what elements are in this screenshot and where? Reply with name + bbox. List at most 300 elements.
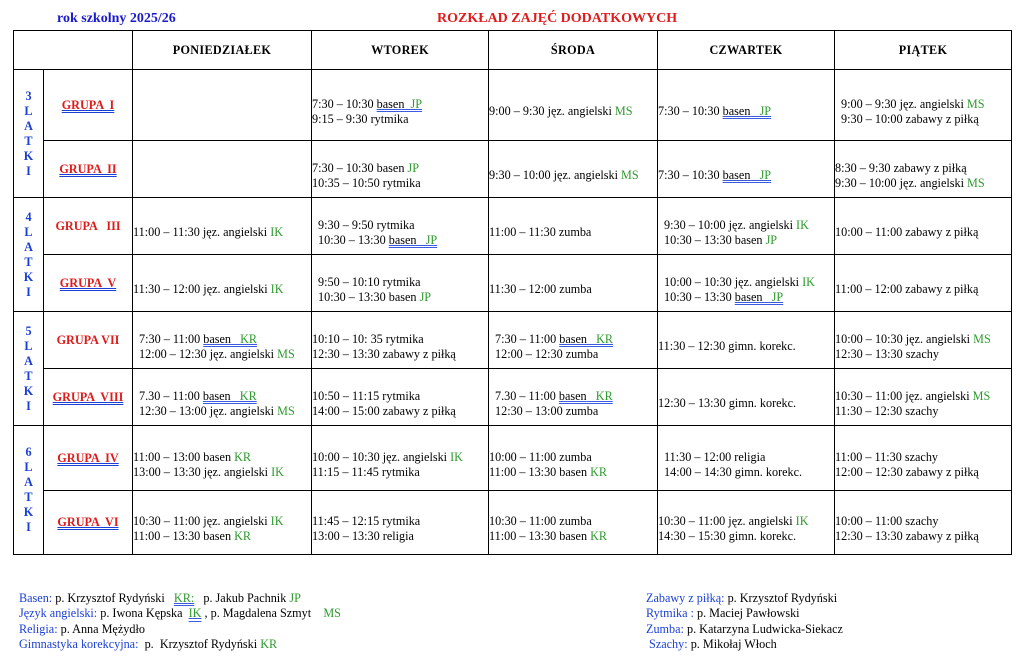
activity-text: 11:15 – 11:45 rytmika: [312, 464, 420, 479]
activity-pool: basen: [722, 168, 751, 182]
group-name: GRUPA VII: [56, 332, 120, 347]
activity-line: [495, 404, 657, 419]
activity-text: 9:30 – 10:00 jęz. angielski: [489, 168, 622, 182]
activity-text: 10:10 – 10: 35 rytmika: [312, 331, 424, 346]
schedule-cell-monday: [133, 312, 312, 369]
activity-text: 7:30 – 10:30: [658, 168, 723, 182]
activity-text: 9:30 – 10:00 zabawy z piłką: [841, 111, 979, 126]
activity-line: [664, 450, 834, 465]
schedule-cell-thursday: [658, 255, 835, 312]
activity-text: 8:30 – 9:30 zabawy z piłką: [835, 160, 967, 175]
activity-line: [835, 404, 1011, 419]
legend-label: Gimnastyka korekcyjna:: [19, 636, 139, 651]
schedule-cell-friday: [835, 426, 1012, 491]
age-number: 4: [25, 209, 32, 224]
age-letter: L: [24, 103, 33, 118]
activity-line: [312, 465, 488, 480]
activity-text: 10:30 – 13:30 basen: [318, 289, 420, 304]
schedule-cell-wednesday: [489, 312, 658, 369]
schedule-table: [13, 30, 1012, 555]
schedule-cell-monday: [133, 369, 312, 426]
activity-line: [495, 332, 657, 347]
age-letter: T: [24, 133, 33, 148]
activity-line: [312, 404, 488, 419]
schedule-cell-friday: [835, 312, 1012, 369]
schedule-cell-friday: [835, 255, 1012, 312]
activity-line: [664, 275, 834, 290]
activity-text: 11:00 – 11:30 szachy: [835, 449, 939, 464]
schedule-cell-tuesday: [312, 70, 489, 141]
group-name-cell: [44, 198, 133, 255]
activity-text: 7:30 – 11:00: [495, 331, 560, 346]
schedule-cell-tuesday: [312, 426, 489, 491]
teacher-code: JP: [762, 289, 784, 304]
corner-cell: [14, 31, 133, 70]
schedule-cell-tuesday: [312, 312, 489, 369]
legend-label: Zabawy z piłką:: [646, 591, 725, 605]
schedule-cell-monday: [133, 426, 312, 491]
age-label: [14, 70, 44, 198]
group-row: [14, 70, 1012, 141]
age-label: [14, 426, 44, 555]
activity-text: 9:15 – 9:30 rytmika: [312, 111, 409, 126]
legend-left: [19, 591, 341, 652]
teacher-code: JP: [407, 160, 419, 175]
teacher-code: JP: [750, 168, 772, 182]
activity-text: 7.30 – 11:00: [495, 388, 559, 403]
group-row: [14, 369, 1012, 426]
activity-pool: basen: [203, 331, 231, 346]
teacher-code: IK: [270, 225, 284, 239]
teacher-code: JP: [404, 96, 423, 111]
legend-label: Język angielski:: [19, 606, 98, 621]
legend-item: [646, 637, 843, 652]
activity-text: 10:50 – 11:15 rytmika: [312, 388, 421, 403]
teacher-code: MS: [614, 104, 633, 118]
group-row: [14, 255, 1012, 312]
activity-line: [664, 465, 834, 480]
activity-line: [658, 104, 834, 119]
teacher-code: IK: [270, 282, 284, 296]
teacher-code: JP: [416, 232, 438, 247]
legend-label: Religia:: [19, 621, 58, 636]
age-letter: I: [26, 284, 31, 299]
schedule-cell-tuesday: [312, 255, 489, 312]
activity-line: [495, 389, 657, 404]
schedule-cell-monday: [133, 70, 312, 141]
legend-text: p. Katarzyna Ludwicka-Siekacz: [683, 621, 843, 636]
group-row: [14, 141, 1012, 198]
activity-line: [489, 225, 657, 240]
activity-text: 10:30 – 13:30: [664, 289, 735, 304]
schedule-cell-thursday: [658, 198, 835, 255]
activity-line: [489, 450, 657, 465]
age-letter: T: [24, 490, 33, 504]
age-letter: K: [23, 383, 34, 398]
activity-text: 14:00 – 15:00 zabawy z piłką: [312, 403, 456, 418]
activity-line: [835, 282, 1011, 297]
age-number: 3: [25, 88, 32, 103]
age-letter: K: [23, 148, 34, 163]
activity-line: [139, 347, 311, 362]
legend-text: p. Krzysztof Rydyński: [138, 636, 261, 651]
activity-text: 12:00 – 12:30 zabawy z piłką: [835, 464, 979, 479]
group-row: [14, 312, 1012, 369]
group-name: GRUPA I: [61, 97, 115, 112]
activity-text: 13:00 – 13:30 religia: [312, 529, 414, 543]
age-letter: A: [24, 353, 33, 368]
age-label: [14, 312, 44, 426]
activity-line: [312, 176, 488, 191]
age-letter: T: [24, 368, 33, 383]
teacher-code: MS: [277, 403, 295, 418]
activity-line: [835, 389, 1011, 404]
age-letter: I: [26, 398, 31, 413]
activity-line: [318, 218, 488, 233]
activity-line: [133, 514, 311, 529]
activity-line: [312, 112, 488, 127]
legend-code: KR:: [173, 591, 195, 605]
age-letter: A: [24, 475, 33, 489]
activity-line: [658, 339, 834, 354]
activity-text: 11:30 – 12:00 jęz. angielski: [133, 282, 271, 296]
activity-text: 10:30 – 11:00 jęz. angielski: [133, 514, 271, 528]
age-letter: K: [23, 505, 34, 519]
activity-line: [312, 332, 488, 347]
group-name-cell: [44, 369, 133, 426]
activity-line: [664, 290, 834, 305]
legend-label: Basen:: [19, 591, 53, 605]
activity-line: [664, 218, 834, 233]
age-letter: K: [23, 269, 34, 284]
teacher-code: KR: [230, 331, 258, 346]
teacher-code: MS: [972, 388, 991, 403]
age-label: [14, 198, 44, 312]
schedule-cell-friday: [835, 141, 1012, 198]
schedule-cell-thursday: [658, 312, 835, 369]
teacher-code: IK: [796, 217, 809, 232]
activity-line: [489, 465, 657, 480]
activity-pool: basen: [734, 289, 763, 304]
activity-text: 11:00 – 11:30 jęz. angielski: [133, 225, 271, 239]
age-letter: L: [24, 224, 33, 239]
activity-text: 10:00 – 10:30 jęz. angielski: [312, 449, 451, 464]
activity-text: 9:00 – 9:30 jęz. angielski: [489, 104, 615, 118]
activity-line: [658, 396, 834, 411]
age-number: 5: [25, 323, 32, 338]
activity-line: [835, 332, 1011, 347]
teacher-code: KR: [234, 449, 252, 464]
group-row: [14, 491, 1012, 555]
teacher-code: IK: [795, 514, 809, 528]
group-row: [14, 198, 1012, 255]
activity-pool: basen: [559, 331, 587, 346]
activity-text: 7:30 – 11:00: [139, 331, 204, 346]
legend-label: Rytmika :: [646, 606, 694, 621]
activity-text: 7:30 – 10:30: [658, 104, 723, 118]
activity-pool: basen: [388, 232, 417, 247]
activity-text: 13:00 – 13:30 jęz. angielski: [133, 464, 272, 479]
activity-text: 12:30 – 13:30 gimn. korekc.: [658, 396, 797, 410]
age-number: 6: [25, 445, 32, 459]
activity-line: [139, 404, 311, 419]
activity-text: 12:30 – 13:00 jęz. angielski: [139, 403, 278, 418]
page-title: ROZKŁAD ZAJĘĆ DODATKOWYCH: [437, 11, 678, 26]
group-name-cell: [44, 312, 133, 369]
activity-text: 11:00 – 13:00 basen: [133, 449, 235, 464]
activity-line: [841, 97, 1011, 112]
activity-line: [835, 225, 1011, 240]
activity-line: [658, 529, 834, 544]
activity-line: [658, 168, 834, 183]
age-letter: A: [24, 118, 33, 133]
activity-text: 11:00 – 13:30 basen: [133, 529, 235, 543]
age-letter: A: [24, 239, 33, 254]
group-name-cell: [44, 426, 133, 491]
school-year: rok szkolny 2025/26: [57, 11, 176, 26]
activity-line: [133, 282, 311, 297]
activity-text: 11:00 – 13:30 basen: [489, 464, 591, 479]
activity-text: 11:30 – 12:30 szachy: [835, 403, 939, 418]
legend-item: [646, 622, 843, 637]
legend-text: p. Krzysztof Rydyński: [724, 591, 838, 605]
day-header-monday: PONIEDZIAŁEK: [133, 31, 312, 70]
legend-item: [646, 606, 843, 621]
legend-text: p. Krzysztof Rydyński: [52, 591, 174, 605]
schedule-cell-monday: [133, 491, 312, 555]
group-name-cell: [44, 255, 133, 312]
activity-text: 10:00 – 11:00 zabawy z piłką: [835, 225, 979, 239]
schedule-cell-monday: [133, 255, 312, 312]
legend-label: Szachy:: [646, 636, 688, 651]
schedule-body: [14, 70, 1012, 555]
activity-line: [489, 168, 657, 183]
schedule-cell-wednesday: [489, 255, 658, 312]
teacher-code: MS: [277, 346, 295, 361]
day-header-thursday: CZWARTEK: [658, 31, 835, 70]
activity-line: [139, 389, 311, 404]
group-name: GRUPA IV: [57, 450, 119, 465]
teacher-code: JP: [419, 289, 432, 304]
schedule-cell-tuesday: [312, 198, 489, 255]
activity-text: 10:30 – 11:00 jęz. angielski: [835, 388, 973, 403]
legend-text: p. Anna Mężydło: [57, 621, 145, 636]
teacher-code: IK: [271, 464, 284, 479]
age-letter: T: [24, 254, 33, 269]
activity-text: 11:00 – 12:00 zabawy z piłką: [835, 282, 979, 296]
activity-text: 12:30 – 13:30 zabawy z piłką: [835, 529, 979, 543]
teacher-code: KR: [230, 388, 257, 403]
schedule-cell-thursday: [658, 141, 835, 198]
schedule-cell-wednesday: [489, 141, 658, 198]
activity-line: [835, 347, 1011, 362]
activity-line: [312, 389, 488, 404]
legend-item: [19, 591, 341, 606]
activity-text: 11:30 – 12:30 gimn. korekc.: [658, 339, 796, 353]
activity-text: 10:00 – 11:00 zumba: [489, 449, 592, 464]
teacher-code: MS: [966, 96, 985, 111]
activity-line: [835, 529, 1011, 544]
schedule-cell-thursday: [658, 70, 835, 141]
schedule-cell-friday: [835, 491, 1012, 555]
group-name-cell: [44, 491, 133, 555]
schedule-cell-wednesday: [489, 369, 658, 426]
activity-line: [139, 332, 311, 347]
activity-pool: basen: [376, 96, 405, 111]
legend-code: JP: [289, 591, 301, 605]
group-name-cell: [44, 70, 133, 141]
teacher-code: KR: [590, 464, 608, 479]
teacher-code: KR: [586, 331, 614, 346]
group-row: [14, 426, 1012, 491]
activity-line: [489, 104, 657, 119]
activity-line: [318, 290, 488, 305]
activity-line: [495, 347, 657, 362]
activity-text: 7.30 – 11:00: [139, 388, 203, 403]
activity-line: [318, 233, 488, 248]
day-header-tuesday: WTOREK: [312, 31, 489, 70]
activity-text: 12:00 – 12:30 zumba: [495, 346, 599, 361]
activity-text: 9:00 – 9:30 jęz. angielski: [841, 96, 967, 111]
activity-line: [133, 465, 311, 480]
activity-line: [489, 514, 657, 529]
activity-line: [312, 514, 488, 529]
teacher-code: IK: [270, 514, 284, 528]
activity-line: [835, 161, 1011, 176]
activity-line: [489, 529, 657, 544]
group-name: GRUPA VI: [57, 515, 119, 529]
schedule-cell-monday: [133, 141, 312, 198]
age-letter: I: [26, 520, 31, 534]
group-name: GRUPA VIII: [52, 389, 124, 404]
schedule-cell-wednesday: [489, 491, 658, 555]
legend-right: [646, 591, 843, 652]
legend-label: Zumba:: [646, 621, 684, 636]
legend-code: IK: [188, 606, 202, 621]
activity-text: 10:35 – 10:50 rytmika: [312, 175, 421, 190]
activity-text: 9:50 – 10:10 rytmika: [318, 274, 421, 289]
activity-text: 14:30 – 15:30 gimn. korekc.: [658, 529, 797, 543]
activity-text: 11:30 – 12:00 religia: [664, 449, 766, 464]
activity-text: 9:30 – 10:00 jęz. angielski: [835, 175, 968, 190]
activity-text: 12:30 – 13:30 szachy: [835, 346, 939, 361]
group-name-cell: [44, 141, 133, 198]
activity-text: 11:45 – 12:15 rytmika: [312, 514, 421, 528]
activity-text: 9:30 – 9:50 rytmika: [318, 217, 415, 232]
activity-text: 14:00 – 14:30 gimn. korekc.: [664, 464, 803, 479]
legend-item: [19, 622, 341, 637]
legend-item: [646, 591, 843, 606]
activity-line: [841, 112, 1011, 127]
group-name: GRUPA III: [55, 218, 121, 233]
teacher-code: KR: [234, 529, 252, 543]
activity-text: 12:30 – 13:00 zumba: [495, 403, 599, 418]
day-header-friday: PIĄTEK: [835, 31, 1012, 70]
activity-text: 11:00 – 11:30 zumba: [489, 225, 592, 239]
schedule-cell-friday: [835, 70, 1012, 141]
teacher-code: IK: [802, 274, 815, 289]
activity-text: 10:30 – 11:00 jęz. angielski: [658, 514, 796, 528]
activity-text: 12:30 – 13:30 zabawy z piłką: [312, 346, 456, 361]
legend-item: [19, 637, 341, 652]
activity-text: 11:00 – 13:30 basen: [489, 529, 591, 543]
schedule-cell-tuesday: [312, 491, 489, 555]
activity-text: 10:00 – 11:00 szachy: [835, 514, 939, 528]
activity-line: [133, 529, 311, 544]
schedule-cell-thursday: [658, 426, 835, 491]
activity-text: 10:30 – 13:30: [318, 232, 389, 247]
activity-line: [835, 176, 1011, 191]
schedule-cell-thursday: [658, 491, 835, 555]
schedule-cell-friday: [835, 369, 1012, 426]
activity-line: [835, 450, 1011, 465]
activity-line: [318, 275, 488, 290]
activity-line: [664, 233, 834, 248]
teacher-code: MS: [973, 331, 991, 346]
legend-text: , p. Magdalena Szmyt: [201, 606, 324, 621]
teacher-code: JP: [750, 104, 772, 118]
activity-line: [658, 514, 834, 529]
activity-text: 10:00 – 10:30 jęz. angielski: [835, 331, 974, 346]
teacher-code: MS: [621, 168, 639, 182]
age-letter: L: [24, 338, 33, 353]
activity-text: 7:30 – 10:30: [312, 96, 377, 111]
activity-text: 9:30 – 10:00 jęz. angielski: [664, 217, 797, 232]
schedule-cell-tuesday: [312, 141, 489, 198]
activity-text: 7:30 – 10:30 basen: [312, 160, 408, 175]
activity-line: [835, 465, 1011, 480]
activity-line: [312, 450, 488, 465]
activity-line: [835, 514, 1011, 529]
activity-line: [312, 347, 488, 362]
activity-pool: basen: [202, 388, 231, 403]
activity-text: 10:00 – 10:30 jęz. angielski: [664, 274, 803, 289]
activity-text: 10:30 – 13:30 basen: [664, 232, 766, 247]
group-name: GRUPA II: [59, 161, 117, 176]
activity-line: [312, 161, 488, 176]
legend-text: p. Mikołaj Włoch: [687, 636, 777, 651]
schedule-cell-friday: [835, 198, 1012, 255]
schedule-cell-thursday: [658, 369, 835, 426]
schedule-cell-monday: [133, 198, 312, 255]
schedule-cell-tuesday: [312, 369, 489, 426]
activity-text: 10:30 – 11:00 zumba: [489, 514, 592, 528]
teacher-code: MS: [967, 175, 985, 190]
legend-text: p. Iwona Kępska: [97, 606, 189, 621]
activity-line: [133, 225, 311, 240]
activity-line: [312, 529, 488, 544]
legend-text: p. Jakub Pachnik: [194, 591, 290, 605]
legend-code: KR: [260, 636, 278, 651]
schedule-cell-wednesday: [489, 198, 658, 255]
age-letter: I: [26, 163, 31, 178]
age-letter: L: [24, 460, 33, 474]
activity-pool: basen: [722, 104, 751, 118]
legend-item: [19, 606, 341, 621]
schedule-cell-wednesday: [489, 426, 658, 491]
activity-pool: basen: [558, 388, 587, 403]
legend-text: p. Maciej Pawłowski: [693, 606, 800, 621]
activity-text: 11:30 – 12:00 zumba: [489, 282, 592, 296]
activity-text: 12:00 – 12:30 jęz. angielski: [139, 346, 278, 361]
activity-line: [489, 282, 657, 297]
activity-line: [312, 97, 488, 112]
group-name: GRUPA V: [59, 275, 117, 290]
teacher-code: KR: [586, 388, 613, 403]
activity-line: [133, 450, 311, 465]
teacher-code: IK: [450, 449, 463, 464]
teacher-code: JP: [765, 232, 778, 247]
